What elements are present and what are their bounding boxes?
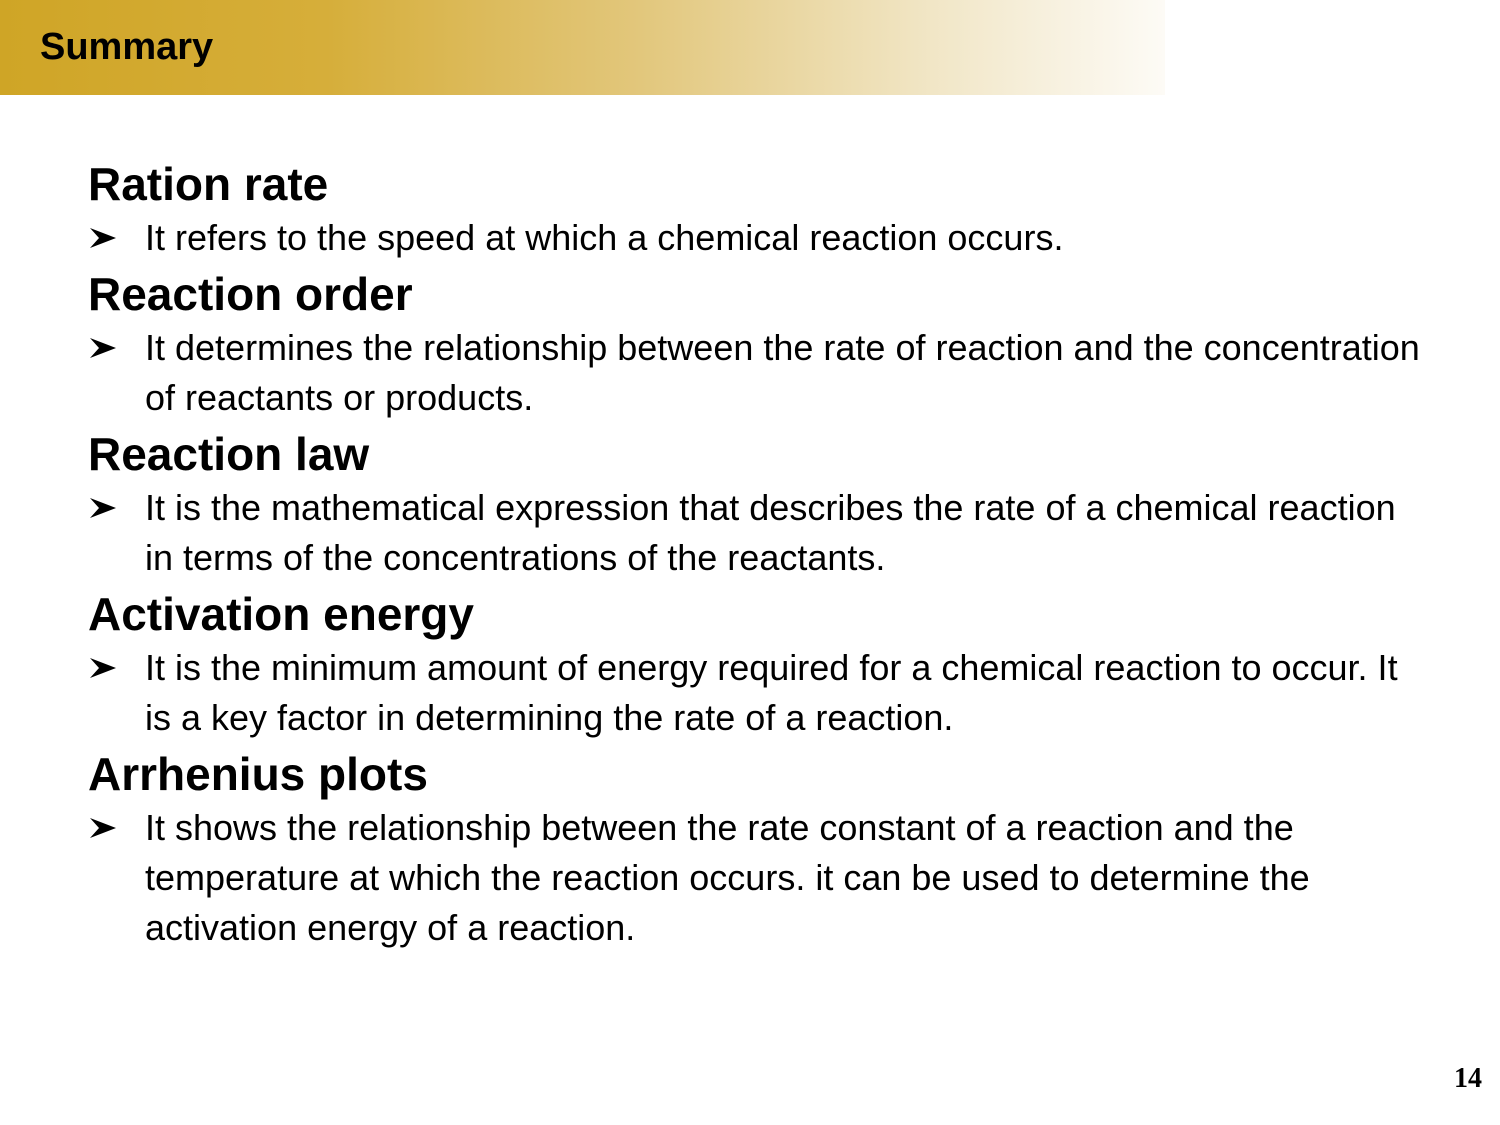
section-heading: Reaction law: [88, 428, 370, 480]
bullet-item: [88, 643, 1428, 743]
bullet-text: It is the minimum amount of energy required for a chemical reaction to occur. It is a key factor in determining the rate of a reaction.: [145, 647, 1398, 738]
bullet-item: [88, 213, 1428, 263]
bullet-text: It is the mathematical expression that describes the rate of a chemical reaction in terms of the concentrations of the reactants.: [145, 487, 1396, 578]
bullet-text: It shows the relationship between the rate constant of a reaction and the temperature at which the reaction occurs. it can be used to determine the activation energy of a reaction.: [145, 807, 1310, 948]
header-bar: [0, 0, 1165, 95]
section-heading: Ration rate: [88, 158, 329, 210]
bullet-text: It refers to the speed at which a chemical reaction occurs.: [145, 217, 1064, 258]
section-ration-rate: [88, 155, 1428, 263]
arrowhead-bullet-icon: [88, 483, 118, 533]
section-heading: Reaction order: [88, 268, 413, 320]
section-reaction-law: [88, 425, 1428, 583]
section-activation-energy: [88, 585, 1428, 743]
arrowhead-bullet-icon: [88, 643, 118, 693]
section-heading: Arrhenius plots: [88, 748, 428, 800]
summary-content: [88, 155, 1428, 955]
bullet-item: [88, 803, 1428, 953]
section-reaction-order: [88, 265, 1428, 423]
bullet-item: [88, 483, 1428, 583]
bullet-text: It determines the relationship between the rate of reaction and the concentration of reactants or products.: [145, 327, 1420, 418]
slide-title: Summary: [40, 26, 214, 68]
page-number: 14: [1454, 1063, 1482, 1094]
arrowhead-bullet-icon: [88, 803, 118, 853]
section-arrhenius-plots: [88, 745, 1428, 953]
arrowhead-bullet-icon: [88, 213, 118, 263]
section-heading: Activation energy: [88, 588, 474, 640]
arrowhead-bullet-icon: [88, 323, 118, 373]
bullet-item: [88, 323, 1428, 423]
